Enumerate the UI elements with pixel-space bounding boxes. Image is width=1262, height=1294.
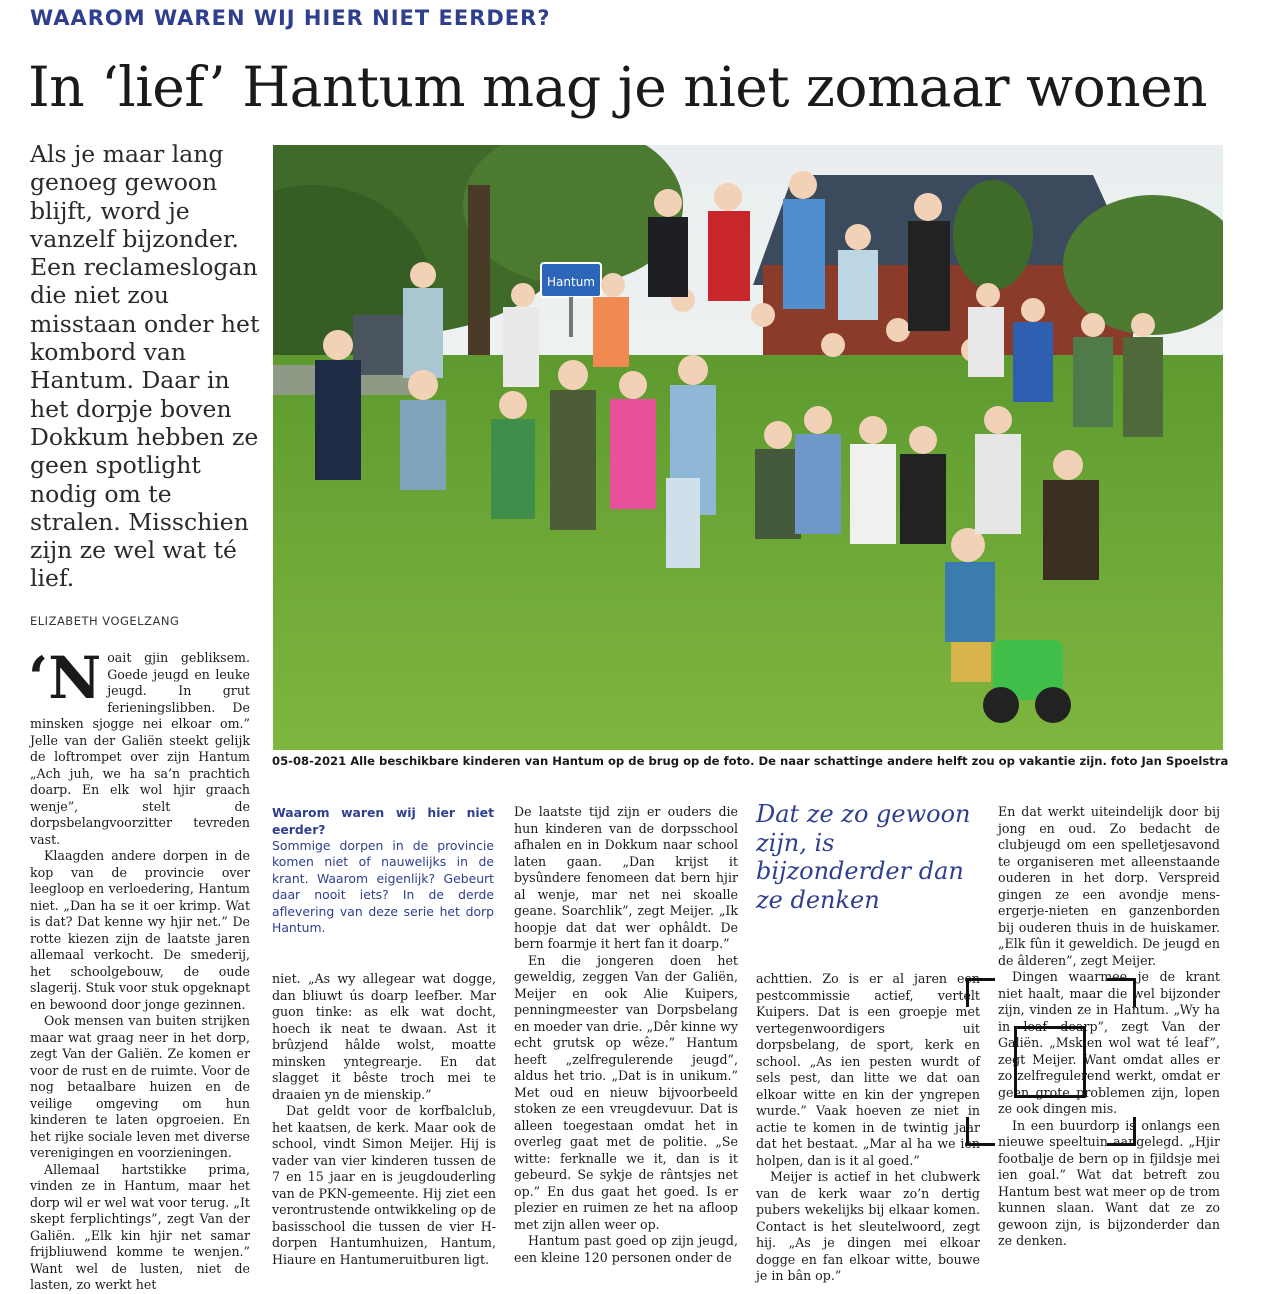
drop-cap: ‘N xyxy=(28,644,102,712)
article-first-paragraph xyxy=(28,644,250,848)
paragraph: De laatste tijd zijn er ouders die hun kinderen van de dorpsschool afhalen en in Dokkum naar school laten gaan. „Dan krijst it bysûndere fenomeen dat bern hjir al wenje, mar net nei skoalle geane. Soarchlik”, zegt Meijer. „Ik hoopje dat dat wer ophâldt. De bern foarmje it hert fan it doarp.” xyxy=(514,804,738,951)
intro-text: Als je maar lang genoeg gewoon blijft, word je vanzelf bijzonder. Een reclameslogan die niet zou misstaan onder het kombord van Hantum. Daar in het dorpje boven Dokkum hebben ze geen spotlight nodig om te stralen. Misschien zijn ze wel wat té lief. xyxy=(30,140,260,593)
group-photo-image xyxy=(273,145,1223,750)
corner-bracket-icon xyxy=(1107,1117,1136,1146)
article-column-4 xyxy=(756,971,980,1285)
pull-quote: Dat ze zo gewoon zijn, is bijzonderder dan ze denken xyxy=(756,800,971,914)
page-title: In ‘lief’ Hantum mag je niet zomaar wonen xyxy=(28,55,1208,119)
article-column-3 xyxy=(514,804,738,1266)
paragraph: Meijer is actief in het clubwerk van de kerk waar zo’n dertig pubers wekelijks bij elkaar komen. Contact is het sleutelwoord, zegt hij. „As je dingen mei elkoar dogge en fan elkoar witte, bouwe je in bân op.” xyxy=(756,1169,980,1283)
section-kicker: WAAROM WAREN WIJ HIER NIET EERDER? xyxy=(30,6,551,30)
series-infobox xyxy=(272,805,494,936)
paragraph: Klaagden andere dorpen in de kop van de provincie over leegloop en verloedering, Hantum niet. „Dan ha se it oer krimp. Wat is dat? Dat kenne wy hjir net.” De rotte kiezen zijn de laatste jaren allemaal verkocht. De smederij, het schoolgebouw, de oude slagerij. Stuk voor stuk opgeknapt en bewoond door jonge gezinnen. xyxy=(30,848,251,1012)
paragraph: Dingen waarmee je de krant niet haalt, maar die wel bijzonder zijn, vinden ze in Hantum. „Wy ha in leaf doarp”, zegt Van der Galiën. „Mskien wol wat té leaf”, zegt Meijer. Want omdat alles er zo zelfregulerend werkt, omdat er geen grote problemen zijn, lopen ze ook dingen mis. xyxy=(998,969,1220,1116)
place-sign-text: Hantum xyxy=(547,275,595,289)
paragraph: En die jongeren doen het geweldig, zeggen Van der Galiën, Meijer en ook Alie Kuipers, penningmeester van Dorpsbelang en moeder van drie. „Dêr kinne wy echt grutsk op wêze.” Hantum heeft „zelfregulerende jeugd”, aldus het trio. „Dat is in unikum.” Met oud en nieuw bijvoorbeeld stoken ze een vreugdevuur. Dat is alleen toegestaan omdat het in overleg gaat met de politie. „Se witte: ferknalle we it, dan is it gebeurd. Se sykje de rântsjes net op.” En dus gaat het goed. Is er plezier en ruimen ze het na afloop met zijn allen weer op. xyxy=(514,952,738,1232)
article-column-1 xyxy=(28,644,251,1294)
corner-bracket-icon xyxy=(1107,978,1136,1007)
group-photo xyxy=(273,145,1223,750)
photo-caption: 05-08-2021 Alle beschikbare kinderen van Hantum op de brug op de foto. De naar schattinge andere helft zou op vakantie zijn. foto Jan Spoelstra xyxy=(272,754,1229,768)
first-paragraph-text: oait gjin gebliksem. Goede jeugd en leuke jeugd. In grut ferieningslibben. De minsken sjogge nei elkoar om.” Jelle van der Galiën steekt gelijk de loftrompet over zijn Hantum „Ach juh, we ha sa’n prachtich doarp. En elk wol hjir graach wenje”, stelt de dorpsbelangvoorzitter tevreden vast. xyxy=(30,650,250,847)
infobox-text: Sommige dorpen in de provincie komen niet of nauwelijks in de krant. Waarom eigenlijk? Gebeurt daar nooit iets? In de derde aflevering van deze serie het dorp Hantum. xyxy=(272,838,494,936)
paragraph: achttien. Zo is er al jaren een pestcommissie actief, vertelt Kuipers. Dat is een groepje met vertegenwoordigers uit dorpsbelang, de sport, kerk en school. „As ien pesten wurdt of sels pest, dan litte we dat oan elkoar witte en kin der yngrepen wurde.” Vaak hoeven ze niet in actie te komen in de twintig jaar dat het bestaat. „Mar al ha we ien holpen, dan is it al goed.” xyxy=(756,971,980,1168)
corner-bracket-icon xyxy=(966,978,995,1007)
paragraph: Hantum past goed op zijn jeugd, een kleine 120 personen onder de xyxy=(514,1233,738,1265)
paragraph: Dat geldt voor de korfbalclub, het kaatsen, de kerk. Maar ook de school, vindt Simon Meijer. Hij is vader van vier kinderen tussen de 7 en 15 jaar en is jeugdouderling van de PKN-gemeente. Hij ziet een verontrustende ontwikkeling op de basisschool die tussen de vier H-dorpen Hantumhuizen, Hantum, Hiaure en Hantumeruitburen ligt. xyxy=(272,1103,496,1267)
paragraph: niet. „As wy allegear wat dogge, dan bliuwt ús doarp leefber. Mar guon tinke: as elk wat docht, hoech ik neat te dwaan. Ast it brûzjend hâlde wolst, moatte minsken yntegrearje. En dat slagget it bêste troch mei te draaien yn de mienskip.” xyxy=(272,971,496,1102)
paragraph: Ook mensen van buiten strijken maar wat graag neer in het dorp, zegt Van der Galiën. Ze komen er voor de rust en de ruimte. Voor de nog betaalbare huizen en de veilige omgeving om hun kinderen te laten opgroeien. En het rijke sociale leven met diverse verenigingen en voorzieningen. xyxy=(30,1013,250,1160)
paragraph: En dat werkt uiteindelijk door bij jong en oud. Zo bedacht de clubjeugd om een spelletjesavond te organiseren met alleenstaande ouderen in het dorp. Verspreid gingen ze een avondje mens-ergerje-nieten en ganzenborden bij ouderen thuis in de huiskamer. „Elk fûn it geweldich. De jeugd en de âlderen”, zegt Meijer. xyxy=(998,804,1220,968)
paragraph: In een buurdorp is onlangs een nieuwe speeltuin aangelegd. „Hjir footbalje de bern op in fjildsje mei ien goal.” Wat dat betreft zou Hantum best wat meer op de trom kunnen slaan. Want dat ze zo gewoon zijn, is bijzonderder dan ze denken. xyxy=(998,1117,1220,1248)
paragraph: Allemaal hartstikke prima, vinden ze in Hantum, maar het dorp wil er wel wat voor terug. „It skept ferplichtings”, zegt Van der Galiën. „Elk kin hjir net samar frijbliuwend komme te wenjen.” Want wel de lusten, niet de lasten, zo werkt het xyxy=(30,1161,250,1292)
corner-bracket-icon xyxy=(966,1117,995,1146)
infobox-title: Waarom waren wij hier niet eerder? xyxy=(272,805,494,837)
intro-lede xyxy=(30,140,262,593)
byline: ELIZABETH VOGELZANG xyxy=(30,614,180,628)
article-column-2 xyxy=(272,971,496,1268)
focus-box xyxy=(1014,1026,1086,1098)
